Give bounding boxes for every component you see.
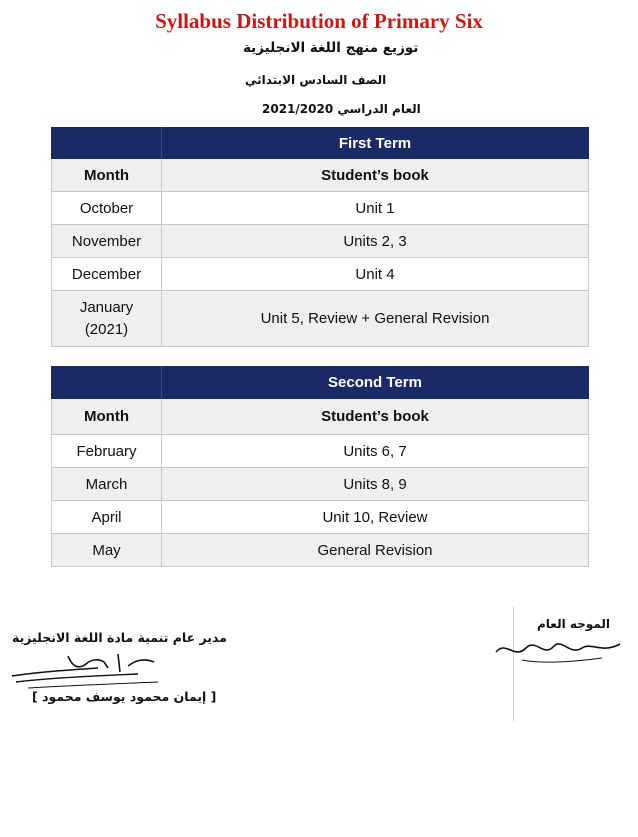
table-row — [52, 435, 589, 468]
book-cell: Unit 5, Review + General Revision — [162, 291, 589, 347]
month-cell: February — [52, 435, 162, 468]
month-cell: May — [52, 534, 162, 567]
month-cell: April — [52, 501, 162, 534]
month-cell: November — [52, 225, 162, 258]
second-term-table — [51, 366, 589, 567]
right-handwritten-signature — [492, 630, 628, 670]
right-signatory-title: الموجه العام — [537, 617, 610, 631]
table-row — [52, 534, 589, 567]
second-term-header-spacer — [52, 367, 162, 399]
column-header-month: Month — [52, 399, 162, 435]
book-cell: Unit 4 — [162, 258, 589, 291]
book-cell: Units 2, 3 — [162, 225, 589, 258]
book-cell: General Revision — [162, 534, 589, 567]
column-header-month: Month — [52, 159, 162, 192]
left-handwritten-signature — [8, 646, 168, 692]
month-cell: October — [52, 192, 162, 225]
month-cell: March — [52, 468, 162, 501]
left-signatory-title: مدير عام تنمية مادة اللغة الانجليزية — [12, 630, 227, 645]
table-row — [52, 501, 589, 534]
table-row — [52, 468, 589, 501]
left-signatory-name: [ إيمان محمود يوسف محمود ] — [32, 689, 217, 704]
arabic-subtitle-grade: الصف السادس الابتدائي — [245, 73, 387, 87]
month-cell — [52, 291, 162, 347]
page-title: Syllabus Distribution of Primary Six — [155, 9, 483, 33]
second-term-heading: Second Term — [162, 367, 589, 399]
month-year-text: (2021) — [84, 320, 129, 338]
column-header-students-book: Student’s book — [162, 159, 589, 192]
month-text: January — [79, 298, 134, 316]
first-term-heading: First Term — [162, 128, 589, 159]
first-term-table — [51, 127, 589, 347]
arabic-subtitle-year: العام الدراسي 2021/2020 — [262, 102, 421, 116]
book-cell: Units 8, 9 — [162, 468, 589, 501]
first-term-header-spacer — [52, 128, 162, 159]
table-row — [52, 192, 589, 225]
column-header-students-book: Student’s book — [162, 399, 589, 435]
book-cell: Unit 10, Review — [162, 501, 589, 534]
table-row — [52, 225, 589, 258]
book-cell: Units 6, 7 — [162, 435, 589, 468]
table-row — [52, 291, 589, 347]
table-row — [52, 258, 589, 291]
arabic-subtitle-curriculum: توزيع منهج اللغة الانجليزية — [243, 40, 419, 56]
month-cell: December — [52, 258, 162, 291]
book-cell: Unit 1 — [162, 192, 589, 225]
